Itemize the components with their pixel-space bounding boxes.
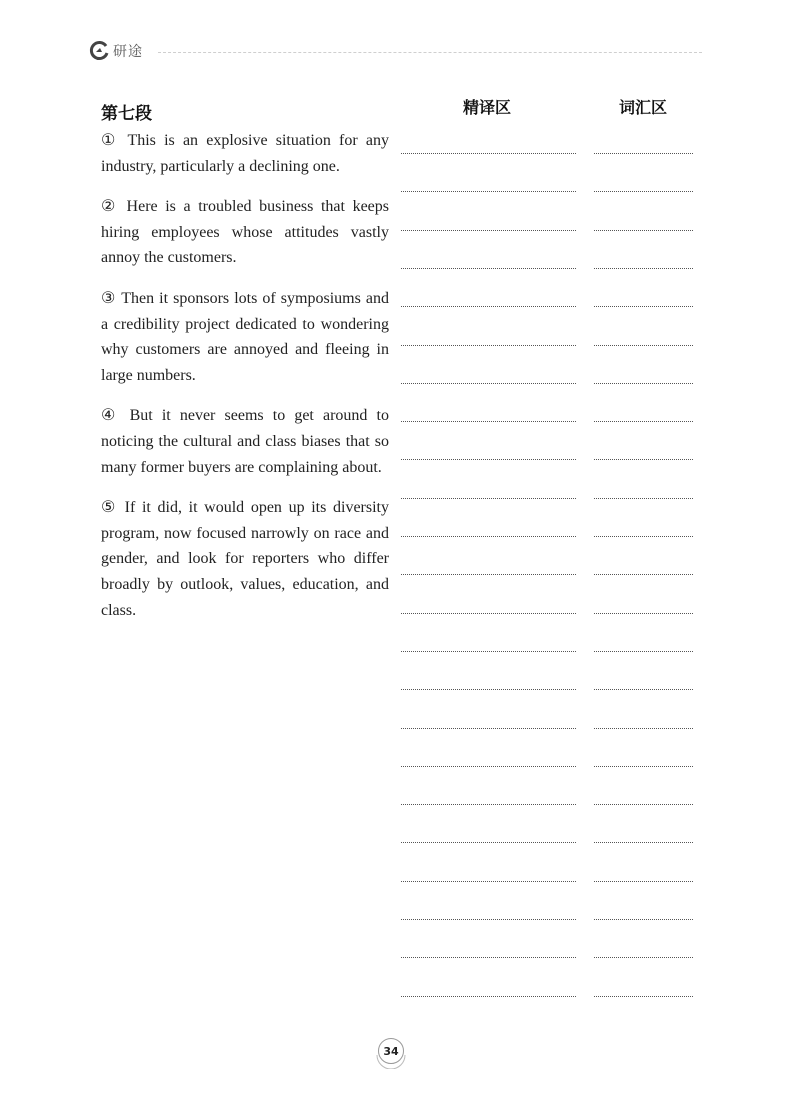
- vocabulary-writing-line: [594, 728, 693, 729]
- translation-column-heading: 精译区: [463, 98, 512, 117]
- translation-writing-line: [401, 804, 576, 805]
- translation-writing-line: [401, 230, 576, 231]
- brand-logo-icon: [88, 40, 110, 62]
- translation-writing-line: [401, 421, 576, 422]
- page-number: 34: [378, 1038, 404, 1064]
- vocabulary-writing-line: [594, 919, 693, 920]
- section-title: 第七段: [101, 104, 152, 124]
- passage: [101, 128, 389, 638]
- translation-writing-line: [401, 881, 576, 882]
- vocabulary-writing-line: [594, 191, 693, 192]
- vocabulary-writing-line: [594, 957, 693, 958]
- translation-writing-line: [401, 766, 576, 767]
- translation-writing-line: [401, 728, 576, 729]
- translation-writing-line: [401, 613, 576, 614]
- brand-name: 研途: [113, 44, 143, 60]
- vocabulary-writing-line: [594, 498, 693, 499]
- translation-writing-line: [401, 689, 576, 690]
- vocabulary-writing-line: [594, 306, 693, 307]
- vocabulary-writing-line: [594, 842, 693, 843]
- vocabulary-writing-line: [594, 651, 693, 652]
- translation-writing-line: [401, 306, 576, 307]
- passage-sentence-2: ② Here is a troubled business that keeps hiring employees whose attitudes vastly annoy the customers.: [101, 198, 389, 267]
- translation-writing-line: [401, 191, 576, 192]
- passage-sentence-3: ③ Then it sponsors lots of symposiums and a credibility project dedicated to wondering why customers are annoyed and fleeing in large numbers.: [101, 289, 389, 384]
- vocabulary-writing-line: [594, 230, 693, 231]
- vocabulary-writing-line: [594, 345, 693, 346]
- translation-writing-line: [401, 996, 576, 997]
- translation-writing-line: [401, 651, 576, 652]
- vocabulary-writing-line: [594, 153, 693, 154]
- translation-writing-line: [401, 459, 576, 460]
- translation-writing-line: [401, 498, 576, 499]
- translation-writing-line: [401, 268, 576, 269]
- translation-writing-line: [401, 383, 576, 384]
- translation-writing-line: [401, 957, 576, 958]
- passage-sentence-1: ① This is an explosive situation for any industry, particularly a declining one.: [101, 132, 389, 175]
- translation-writing-line: [401, 536, 576, 537]
- translation-writing-line: [401, 345, 576, 346]
- translation-writing-line: [401, 153, 576, 154]
- vocabulary-writing-line: [594, 268, 693, 269]
- translation-writing-line: [401, 919, 576, 920]
- vocabulary-writing-line: [594, 996, 693, 997]
- vocabulary-writing-line: [594, 613, 693, 614]
- vocabulary-writing-line: [594, 689, 693, 690]
- vocabulary-writing-line: [594, 881, 693, 882]
- passage-sentence-5: ⑤ If it did, it would open up its diversity program, now focused narrowly on race and gender, and look for reporters who differ broadly by outlook, values, education, and class.: [101, 499, 389, 619]
- vocabulary-writing-line: [594, 536, 693, 537]
- vocabulary-writing-line: [594, 421, 693, 422]
- passage-sentence-4: ④ But it never seems to get around to noticing the cultural and class biases that so many former buyers are complaining about.: [101, 407, 389, 476]
- vocabulary-writing-line: [594, 766, 693, 767]
- header-divider: [158, 52, 702, 53]
- vocabulary-writing-line: [594, 459, 693, 460]
- vocabulary-column-heading: 词汇区: [619, 98, 668, 117]
- translation-writing-line: [401, 574, 576, 575]
- vocabulary-writing-line: [594, 383, 693, 384]
- vocabulary-writing-line: [594, 804, 693, 805]
- vocabulary-writing-line: [594, 574, 693, 575]
- header-logo: [88, 40, 143, 62]
- translation-writing-line: [401, 842, 576, 843]
